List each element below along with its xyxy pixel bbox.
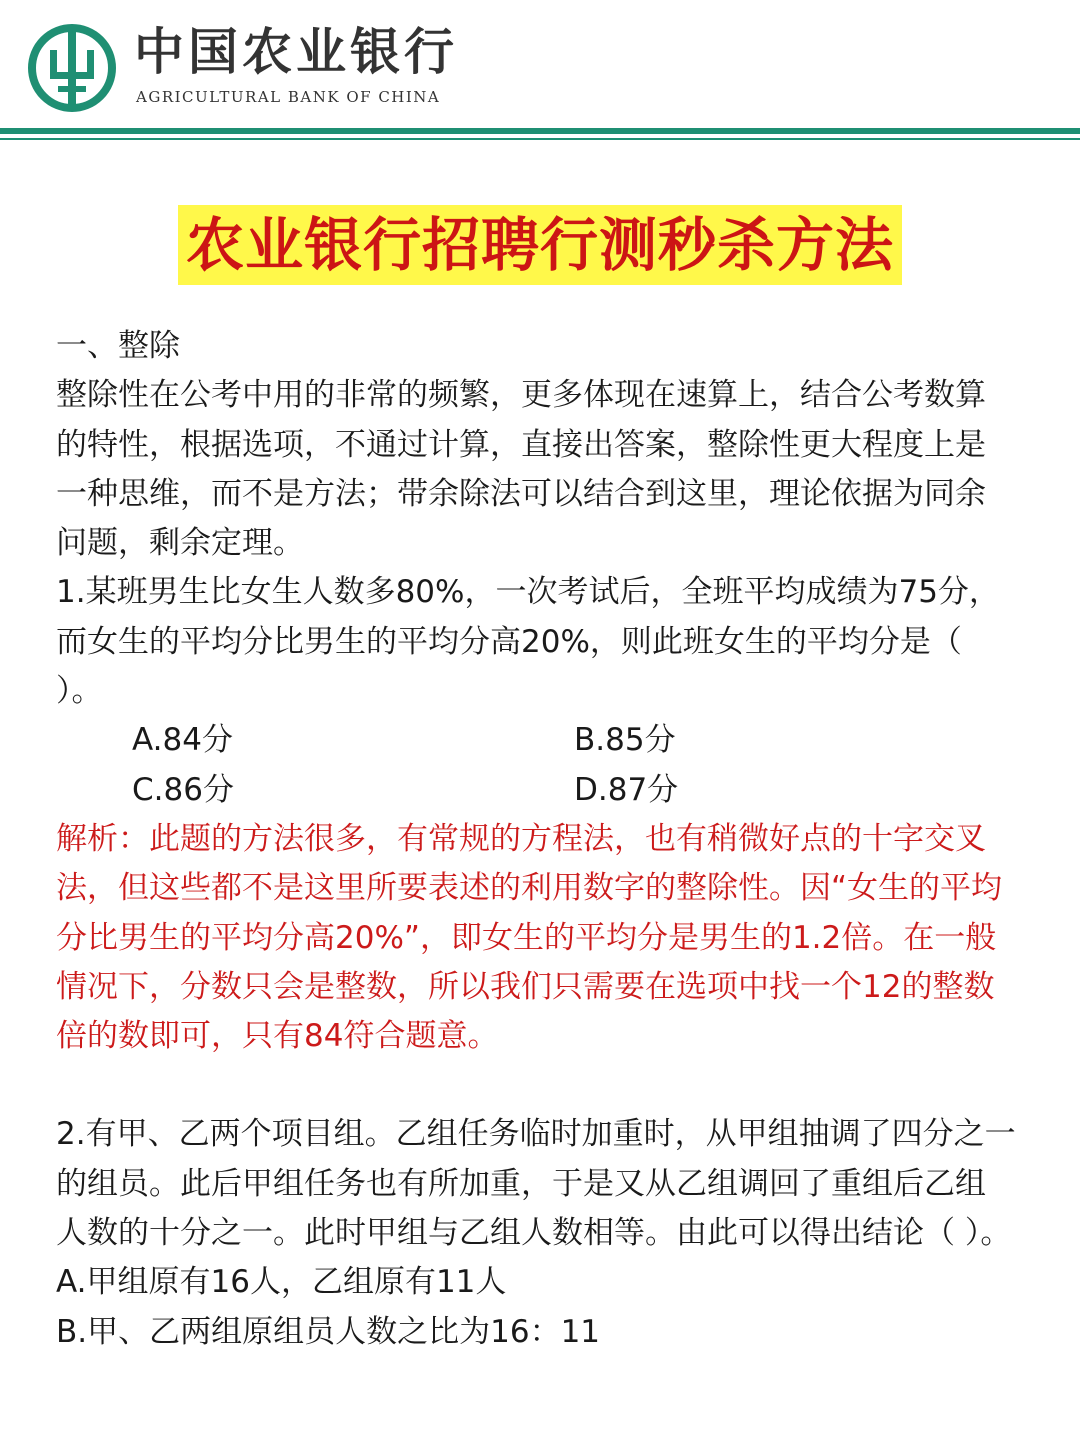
question-2-text: 2.有甲、乙两个项目组。乙组任务临时加重时，从甲组抽调了四分之一的组员。此后甲组任务也有所加重，于是又从乙组调回了重组后乙组人数的十分之一。此时甲组与乙组人数相等。由此可以得出结论（ ）。 [56,1116,1016,1252]
question-1-analysis: 解析：此题的方法很多，有常规的方程法，也有稍微好点的十字交叉法，但这些都不是这里所要表述的利用数字的整除性。因“女生的平均分比男生的平均分高20%”，即女生的平均分是男生的1.2倍。在一般情况下，分数只会是整数，所以我们只需要在选项中找一个12的整数倍的数即可，只有84符合题意。 [56,820,1003,1055]
q2-option-a: A.甲组原有16人，乙组原有11人 [56,1264,507,1301]
q2-option-b: B.甲、乙两组原组员人数之比为16：11 [56,1313,601,1350]
question-1-options-row-1 [56,716,1016,765]
section-heading: 一、整除 [56,328,180,364]
question-1-options-row-2 [56,766,1016,815]
q1-option-b: B.85分 [574,722,676,759]
abc-logo-icon [28,24,116,112]
bank-name-en: AGRICULTURAL BANK OF CHINA [136,88,441,106]
article-body [56,322,1016,1357]
header-divider-thin [0,138,1080,140]
question-1-text: 1.某班男生比女生人数多80%，一次考试后，全班平均成绩为75分，而女生的平均分比男生的平均分高20%，则此班女生的平均分是（ ）。 [56,574,1000,710]
q1-option-d: D.87分 [574,771,679,808]
page-title: 农业银行招聘行测秒杀方法 [178,205,902,285]
bank-name-cn: 中国农业银行 [134,22,458,81]
spacer [56,1061,1016,1110]
header-divider-thick [0,128,1080,134]
q1-option-c: C.86分 [132,771,234,808]
title-block [0,205,1080,285]
section-intro: 整除性在公考中用的非常的频繁，更多体现在速算上，结合公考数算的特性，根据选项，不通过计算，直接出答案，整除性更大程度上是一种思维，而不是方法；带余除法可以结合到这里，理论依据为同余问题，剩余定理。 [56,377,986,562]
q1-option-a: A.84分 [132,722,233,759]
header [0,0,1080,145]
